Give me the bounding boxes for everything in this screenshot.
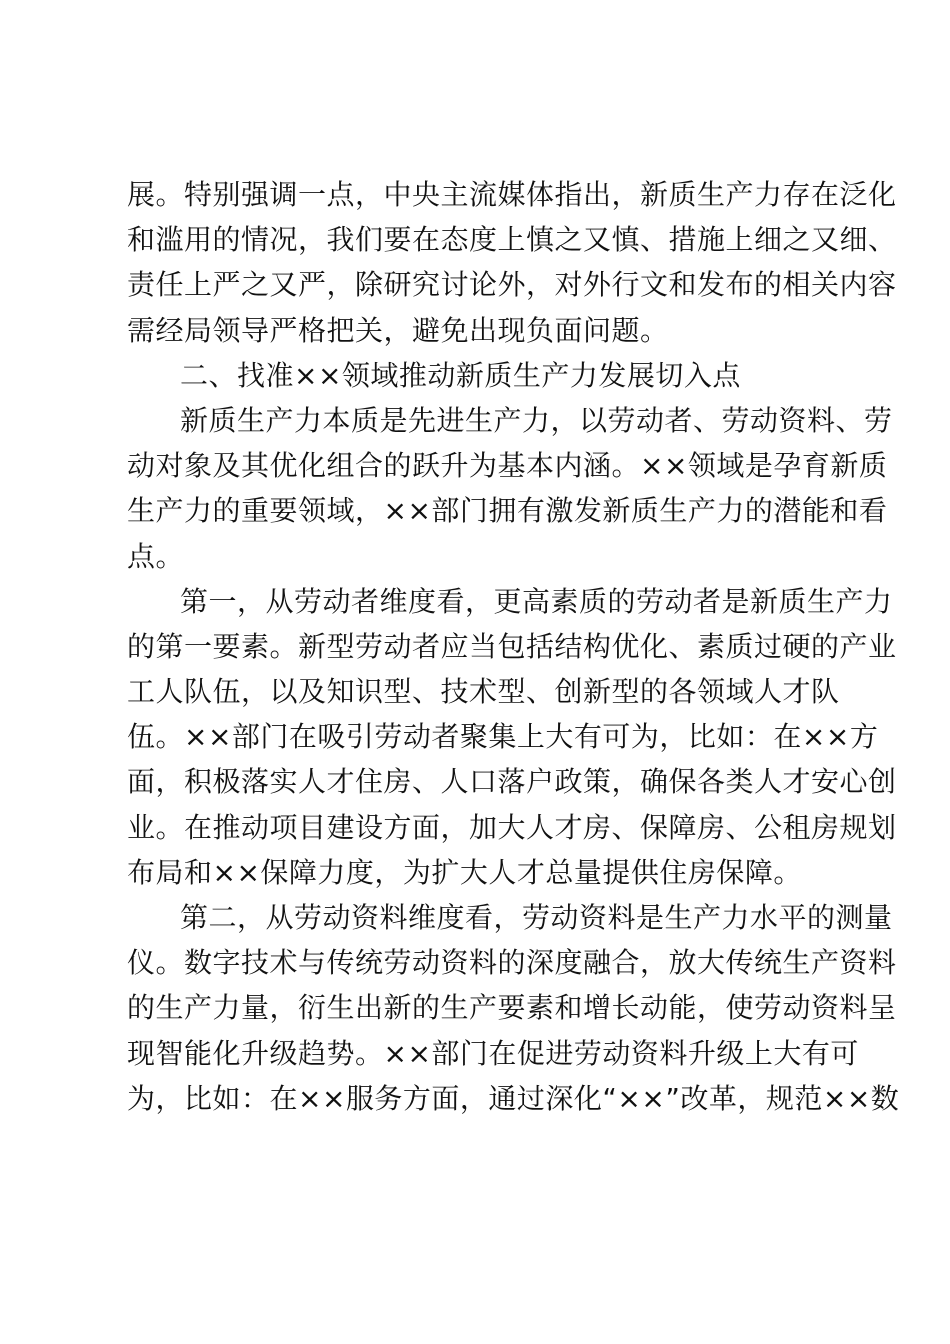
paragraph xyxy=(127,579,897,895)
paragraph xyxy=(127,172,897,353)
text-line: 为，比如：在××服务方面，通过深化“××”改革，规范××数 xyxy=(127,1081,900,1115)
text-line: 现智能化升级趋势。××部门在促进劳动资料升级上大有可 xyxy=(127,1036,859,1070)
text-line: 伍。××部门在吸引劳动者聚集上大有可为，比如：在××方 xyxy=(127,720,879,754)
paragraph xyxy=(127,398,893,579)
text-line: 的第一要素。新型劳动者应当包括结构优化、素质过硬的产业 xyxy=(127,629,897,663)
text-line: 责任上严之又严，除研究讨论外，对外行文和发布的相关内容 xyxy=(127,268,897,302)
section-heading xyxy=(127,353,833,398)
text-line: 业。在推动项目建设方面，加大人才房、保障房、公租房规划 xyxy=(127,810,897,844)
document-body xyxy=(127,172,900,1121)
text-line: 的生产力量，衍生出新的生产要素和增长动能，使劳动资料呈 xyxy=(127,991,897,1025)
text-line: 第一，从劳动者维度看，更高素质的劳动者是新质生产力 xyxy=(180,584,893,618)
text-line: 第二，从劳动资料维度看，劳动资料是生产力水平的测量 xyxy=(180,901,893,934)
text-line: 展。特别强调一点，中央主流媒体指出，新质生产力存在泛化 xyxy=(127,178,897,211)
heading-text: 二、找准××领域推动新质生产力发展切入点 xyxy=(180,358,741,392)
text-line: 点。 xyxy=(127,539,185,573)
text-line: 工人队伍，以及知识型、技术型、创新型的各领域人才队 xyxy=(127,675,840,709)
text-line: 需经局领导严格把关，避免出现负面问题。 xyxy=(127,313,669,347)
text-line: 仪。数字技术与传统劳动资料的深度融合，放大传统生产资料 xyxy=(127,946,897,980)
text-line: 新质生产力本质是先进生产力，以劳动者、劳动资料、劳 xyxy=(180,403,893,437)
paragraph xyxy=(127,895,900,1121)
text-line: 生产力的重要领域，××部门拥有激发新质生产力的潜能和看 xyxy=(127,494,888,528)
text-line: 动对象及其优化组合的跃升为基本内涵。××领域是孕育新质 xyxy=(127,449,888,483)
text-line: 和滥用的情况，我们要在态度上慎之又慎、措施上细之又细、 xyxy=(127,223,897,257)
text-line: 布局和××保障力度，为扩大人才总量提供住房保障。 xyxy=(127,855,802,889)
text-line: 面，积极落实人才住房、人口落户政策，确保各类人才安心创 xyxy=(127,765,897,799)
